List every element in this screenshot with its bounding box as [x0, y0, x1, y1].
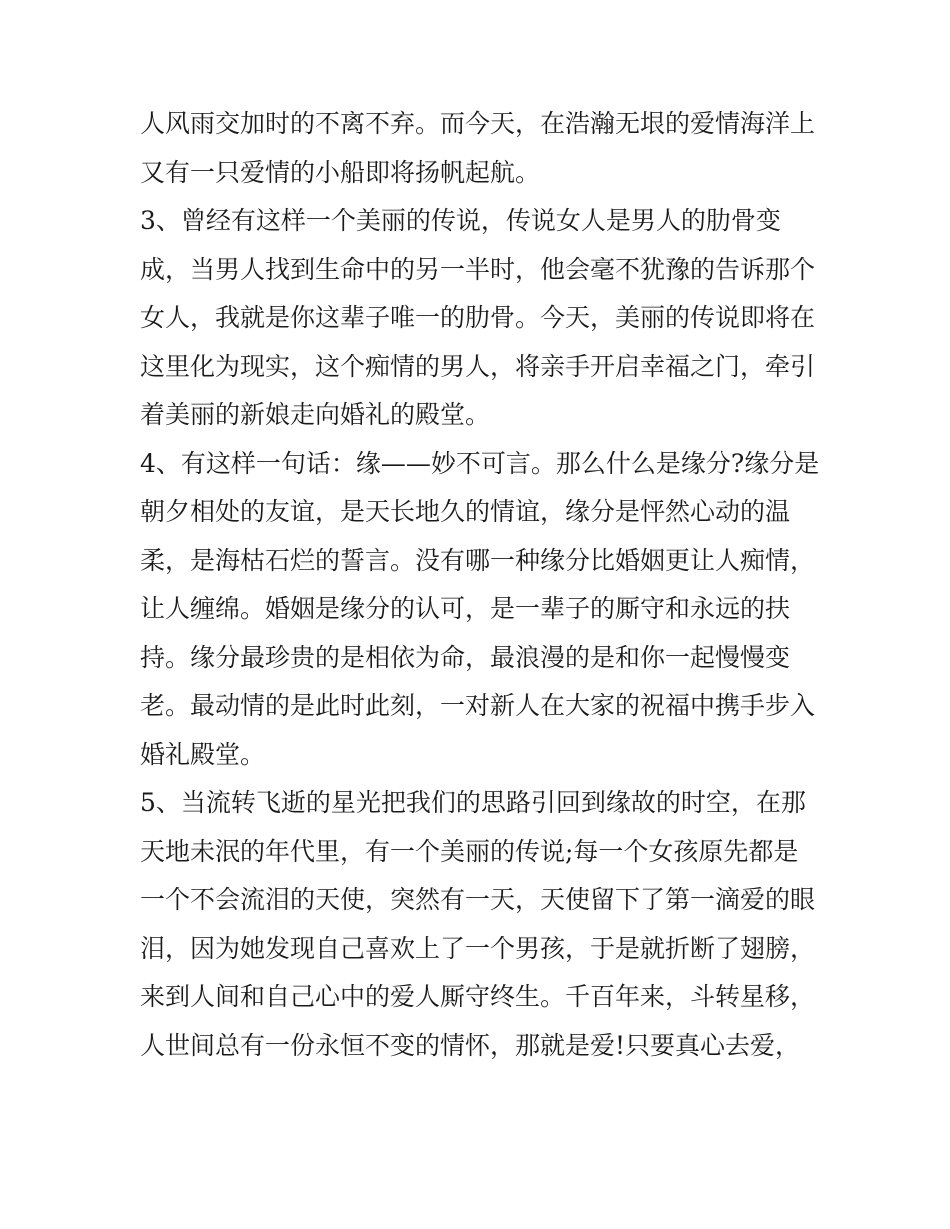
text-line: 让人缠绵。婚姻是缘分的认可，是一辈子的厮守和永远的扶	[140, 594, 791, 623]
text-line: 一个不会流泪的天使，突然有一天，天使留下了第一滴爱的眼	[140, 885, 816, 914]
text-line: 成，当男人找到生命中的另一半时，他会毫不犹豫的告诉那个	[140, 254, 816, 284]
text-line: 人风雨交加时的不离不弃。而今天，在浩瀚无垠的爱情海洋上	[140, 109, 816, 138]
text-line: 5、当流转飞逝的星光把我们的思路引回到缘故的时空，在那	[140, 788, 806, 817]
text-line: 婚礼殿堂。	[140, 739, 266, 769]
text-line: 这里化为现实，这个痴情的男人，将亲手开启幸福之门，牵引	[140, 351, 816, 381]
text-line: 来到人间和自己心中的爱人厮守终生。千百年来，斗转星移，	[140, 982, 816, 1011]
text-line: 3、曾经有这样一个美丽的传说，传说女人是男人的肋骨变	[140, 206, 781, 235]
body-text	[140, 100, 820, 1070]
text-line: 又有一只爱情的小船即将扬帆起航。	[140, 157, 541, 187]
text-line: 柔，是海枯石烂的誓言。没有哪一种缘分比婚姻更让人痴情，	[140, 545, 816, 575]
text-line: 泪，因为她发现自己喜欢上了一个男孩，于是就折断了翅膀，	[140, 933, 816, 963]
text-line: 朝夕相处的友谊，是天长地久的情谊，缘分是怦然心动的温	[140, 497, 791, 526]
text-line: 老。最动情的是此时此刻，一对新人在大家的祝福中携手步入	[140, 691, 816, 720]
text-line: 女人，我就是你这辈子唯一的肋骨。今天，美丽的传说即将在	[140, 303, 816, 332]
text-line: 4、有这样一句话：缘——妙不可言。那么什么是缘分?缘分是	[140, 448, 820, 478]
text-line: 天地未泯的年代里，有一个美丽的传说;每一个女孩原先都是	[140, 836, 799, 866]
text-line: 人世间总有一份永恒不变的情怀，那就是爱!只要真心去爱，	[140, 1030, 801, 1060]
text-line: 着美丽的新娘走向婚礼的殿堂。	[140, 400, 491, 429]
text-line: 持。缘分最珍贵的是相依为命，最浪漫的是和你一起慢慢变	[140, 642, 791, 672]
